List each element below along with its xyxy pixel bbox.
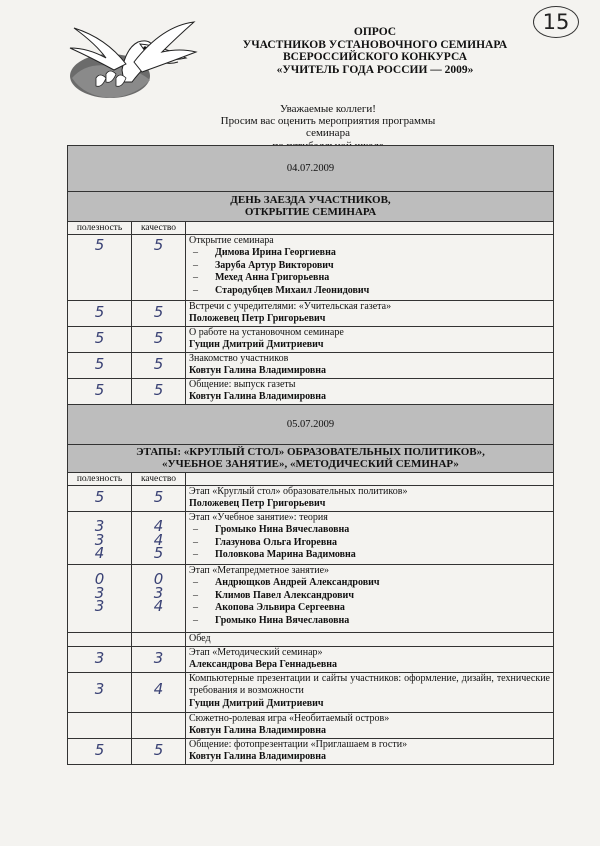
day2-title-line-1: ЭТАПЫ: «КРУГЛЫЙ СТОЛ» ОБРАЗОВАТЕЛЬНЫХ ПОЛИТИКОВ», xyxy=(136,445,485,458)
empty-header-cell xyxy=(186,473,554,486)
empty-header-cell xyxy=(186,222,554,235)
speaker-name: Положевец Петр Григорьевич xyxy=(189,313,326,325)
quality-header: качество xyxy=(132,473,186,486)
header-line-4: «УЧИТЕЛЬ ГОДА РОССИИ — 2009» xyxy=(276,63,474,76)
usefulness-cell[interactable] xyxy=(68,647,132,673)
table-row xyxy=(68,673,554,713)
event-description xyxy=(186,673,554,713)
table-row xyxy=(68,327,554,353)
event-description xyxy=(186,327,554,353)
speaker-name: Гущин Дмитрий Дмитриевич xyxy=(189,697,324,709)
table-row xyxy=(68,235,554,301)
event-description xyxy=(186,235,554,301)
usefulness-score: 5 xyxy=(94,381,105,399)
person-name: – Стародубцев Михаил Леонидович xyxy=(189,285,550,297)
usefulness-cell[interactable] xyxy=(68,739,132,765)
table-row xyxy=(68,713,554,739)
quality-score: 4 xyxy=(153,597,164,615)
usefulness-cell[interactable] xyxy=(68,486,132,512)
quality-score: 5 xyxy=(153,741,164,759)
usefulness-score: 3 xyxy=(94,530,105,549)
table-row xyxy=(68,512,554,565)
event-description xyxy=(186,486,554,512)
quality-score: 5 xyxy=(153,329,164,347)
usefulness-score: 3 xyxy=(94,517,105,535)
usefulness-score: 5 xyxy=(94,355,105,373)
usefulness-score: 5 xyxy=(94,741,105,759)
quality-cell[interactable] xyxy=(132,486,186,512)
table-row xyxy=(68,379,554,405)
usefulness-score: 5 xyxy=(94,329,105,347)
speaker-name: Ковтун Галина Владимировна xyxy=(189,391,327,403)
quality-cell[interactable] xyxy=(132,647,186,673)
quality-score: 4 xyxy=(153,680,164,698)
day1-title-line-1: ДЕНЬ ЗАЕЗДА УЧАСТНИКОВ, xyxy=(230,193,391,206)
request-line: Просим вас оценить мероприятия программы семинара xyxy=(220,115,436,140)
event-label: Этап «Методический семинар» xyxy=(189,647,323,658)
usefulness-cell[interactable] xyxy=(68,512,132,565)
quality-cell[interactable] xyxy=(132,301,186,327)
usefulness-score: 5 xyxy=(94,236,105,254)
person-name: – Димова Ирина Георгиевна xyxy=(189,247,550,259)
quality-cell[interactable] xyxy=(132,512,186,565)
speaker-name: Ковтун Галина Владимировна xyxy=(189,365,327,377)
usefulness-cell[interactable] xyxy=(68,327,132,353)
day1-column-header-row xyxy=(68,222,554,235)
day1-title-row xyxy=(68,192,554,222)
table-row xyxy=(68,739,554,765)
quality-cell[interactable] xyxy=(132,633,186,647)
day2-date: 05.07.2009 xyxy=(68,405,554,445)
usefulness-score: 3 xyxy=(94,597,105,615)
event-description xyxy=(186,713,554,739)
day2-column-header-row xyxy=(68,473,554,486)
quality-score: 3 xyxy=(153,649,164,667)
event-label: Сюжетно-ролевая игра «Необитаемый остров» xyxy=(189,713,390,724)
usefulness-header: полезность xyxy=(68,473,132,486)
event-label: Общение: выпуск газеты xyxy=(189,379,296,390)
table-row xyxy=(68,486,554,512)
event-description xyxy=(186,633,554,647)
quality-cell[interactable] xyxy=(132,713,186,739)
day2-title-line-2: «УЧЕБНОЕ ЗАНЯТИЕ», «МЕТОДИЧЕСКИЙ СЕМИНАР» xyxy=(162,457,459,470)
usefulness-score: 3 xyxy=(94,583,105,602)
day1-title xyxy=(68,192,554,222)
person-name: – Андрющков Андрей Александрович xyxy=(189,577,550,589)
person-name: – Мехед Анна Григорьевна xyxy=(189,272,550,284)
usefulness-cell[interactable] xyxy=(68,673,132,713)
event-label: О работе на установочном семинаре xyxy=(189,327,344,338)
usefulness-cell[interactable] xyxy=(68,353,132,379)
greeting: Уважаемые коллеги! xyxy=(280,103,376,115)
event-description xyxy=(186,647,554,673)
table-row xyxy=(68,633,554,647)
page-number-circle: 15 xyxy=(533,6,579,38)
survey-table xyxy=(67,145,554,765)
quality-cell[interactable] xyxy=(132,353,186,379)
quality-score: 4 xyxy=(153,530,164,549)
speaker-name: Александрова Вера Геннадьевна xyxy=(189,659,338,671)
event-description xyxy=(186,512,554,565)
table-row xyxy=(68,647,554,673)
usefulness-score: 5 xyxy=(94,303,105,321)
event-label: Знакомство участников xyxy=(189,353,289,364)
quality-score: 3 xyxy=(153,583,164,602)
person-name: – Климов Павел Александрович xyxy=(189,590,550,602)
event-description xyxy=(186,353,554,379)
quality-cell[interactable] xyxy=(132,739,186,765)
usefulness-score: 3 xyxy=(94,649,105,667)
quality-header: качество xyxy=(132,222,186,235)
quality-score: 5 xyxy=(153,303,164,321)
quality-score: 5 xyxy=(153,488,164,506)
usefulness-cell[interactable] xyxy=(68,713,132,739)
quality-cell[interactable] xyxy=(132,673,186,713)
header-line-3: ВСЕРОССИЙСКОГО КОНКУРСА xyxy=(282,51,468,64)
header-line-1: ОПРОС xyxy=(353,26,397,38)
day2-date-row xyxy=(68,405,554,445)
event-label: Компьютерные презентации и сайты участников: оформление, дизайн, технические требования и возможности xyxy=(189,673,550,697)
person-name: – Акопова Эльвира Сергеевна xyxy=(189,602,550,614)
event-description xyxy=(186,379,554,405)
quality-cell[interactable] xyxy=(132,327,186,353)
day2-title-row xyxy=(68,445,554,473)
day2-title xyxy=(68,445,554,473)
table-row xyxy=(68,565,554,633)
usefulness-cell[interactable] xyxy=(68,565,132,633)
usefulness-cell[interactable] xyxy=(68,379,132,405)
event-label: Этап «Учебное занятие»: теория xyxy=(189,512,328,523)
usefulness-cell[interactable] xyxy=(68,235,132,301)
event-label: Этап «Метапредметное занятие» xyxy=(189,565,330,576)
day1-date-row xyxy=(68,146,554,192)
speaker-name: Ковтун Галина Владимировна xyxy=(189,751,327,763)
quality-cell[interactable] xyxy=(132,565,186,633)
event-description xyxy=(186,565,554,633)
usefulness-cell[interactable] xyxy=(68,301,132,327)
event-description xyxy=(186,301,554,327)
day1-title-line-2: ОТКРЫТИЕ СЕМИНАРА xyxy=(244,205,377,218)
speaker-name: Положевец Петр Григорьевич xyxy=(189,498,326,510)
quality-score: 5 xyxy=(153,355,164,373)
person-name: – Половкова Марина Вадимовна xyxy=(189,549,550,561)
person-name: – Громыко Нина Вячеславовна xyxy=(189,615,550,627)
pelican-logo-icon xyxy=(66,18,198,102)
quality-cell[interactable] xyxy=(132,235,186,301)
quality-cell[interactable] xyxy=(132,379,186,405)
person-name: – Громыко Нина Вячеславовна xyxy=(189,524,550,536)
usefulness-cell[interactable] xyxy=(68,633,132,647)
usefulness-header: полезность xyxy=(68,222,132,235)
quality-score: 5 xyxy=(153,236,164,254)
event-label: Общение: фотопрезентации «Приглашаем в гости» xyxy=(189,739,408,750)
event-label: Встречи с учредителями: «Учительская газета» xyxy=(189,301,392,312)
quality-score: 4 xyxy=(153,517,164,535)
survey-header xyxy=(210,26,540,76)
header-line-2: УЧАСТНИКОВ УСТАНОВОЧНОГО СЕМИНАРА xyxy=(242,38,508,51)
event-description xyxy=(186,739,554,765)
quality-score: 5 xyxy=(153,381,164,399)
usefulness-score: 0 xyxy=(94,570,105,588)
event-label: Обед xyxy=(189,633,211,644)
table-row xyxy=(68,353,554,379)
usefulness-score: 4 xyxy=(94,544,105,562)
speaker-name: Гущин Дмитрий Дмитриевич xyxy=(189,339,324,351)
usefulness-score: 5 xyxy=(94,488,105,506)
event-label: Этап «Круглый стол» образовательных политиков» xyxy=(189,486,408,497)
event-label: Открытие семинара xyxy=(189,235,274,246)
person-name: – Глазунова Ольга Игоревна xyxy=(189,537,550,549)
speaker-name: Ковтун Галина Владимировна xyxy=(189,725,327,737)
person-name: – Заруба Артур Викторович xyxy=(189,260,550,272)
day1-date: 04.07.2009 xyxy=(68,146,554,192)
quality-score: 5 xyxy=(153,544,164,562)
table-row xyxy=(68,301,554,327)
quality-score: 0 xyxy=(153,570,164,588)
usefulness-score: 3 xyxy=(94,680,105,698)
